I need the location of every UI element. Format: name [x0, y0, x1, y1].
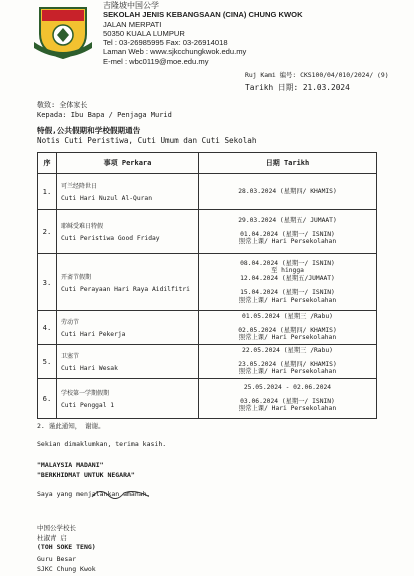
letter-date: Tarikh 日期: 21.03.2024	[245, 83, 350, 92]
table-row	[38, 254, 377, 311]
event-cn: 学校第一学期假期	[61, 390, 110, 397]
date-cell	[199, 379, 377, 419]
school-website[interactable]: Laman Web : www.sjkcchungkwok.edu.my	[103, 47, 247, 57]
column-header: 序	[38, 153, 57, 174]
row-number: 2.	[38, 210, 57, 254]
date-cell	[199, 254, 377, 311]
column-header: 事项 Perkara	[57, 153, 199, 174]
closing-note-cn: 2. 谨此通知， 谢谢。	[37, 422, 105, 430]
event-cn: 耶稣受难日特假	[61, 223, 104, 230]
event-ms: Cuti Hari Nuzul Al-Quran	[61, 195, 152, 202]
principal-name-cn: 杜淑青 启	[37, 534, 67, 542]
row-number: 4.	[38, 311, 57, 345]
table-row	[38, 174, 377, 210]
principal-name: (TOH SOKE TENG)	[37, 543, 96, 551]
date-line: 08.04.2024 (星期一/ ISNIN)	[240, 259, 335, 267]
school-name-cn: 吉隆坡中国公学	[103, 1, 159, 10]
school-street: JALAN MERPATI	[103, 19, 162, 29]
date-line: 照常上课/ Hari Persekolahan	[238, 296, 337, 304]
school-logo	[30, 4, 96, 60]
school-email[interactable]: E-mel : wbc0119@moe.edu.my	[103, 56, 209, 66]
table-row	[38, 379, 377, 419]
date-line: 照常上课/ Hari Persekolahan	[238, 405, 337, 413]
row-number: 3.	[38, 254, 57, 311]
event-ms: Cuti Hari Pekerja	[61, 331, 126, 338]
date-line: 01.05.2024 (星期三 /Rabu)	[242, 312, 333, 320]
event-cell	[57, 254, 199, 311]
event-ms: Cuti Peristiwa Good Friday	[61, 235, 160, 242]
column-header: 日期 Tarikh	[199, 153, 377, 174]
event-cell	[57, 210, 199, 254]
date-line: 23.05.2024 (星期四/ KHAMIS)	[238, 360, 337, 368]
event-ms: Cuti Penggal 1	[61, 402, 115, 409]
date-line: 01.04.2024 (星期一/ ISNIN)	[240, 230, 335, 238]
holiday-table	[37, 152, 377, 419]
table-row	[38, 210, 377, 254]
event-ms: Cuti Perayaan Hari Raya Aidilfitri	[61, 285, 190, 293]
event-cn: 卫塞节	[61, 353, 80, 360]
date-line: 29.03.2024 (星期五/ JUMAAT)	[238, 216, 337, 224]
date-line: 02.05.2024 (星期四/ KHAMIS)	[238, 326, 337, 334]
event-ms: Cuti Hari Wesak	[61, 365, 118, 372]
date-line: 照常上课/ Hari Persekolahan	[238, 334, 337, 342]
school-city: 50350 KUALA LUMPUR	[103, 28, 185, 38]
date-cell	[199, 311, 377, 345]
date-line: 12.04.2024 (星期五/JUMAAT)	[240, 275, 335, 283]
date-cell	[199, 345, 377, 379]
trust-line: Saya yang menjalankan amanah,	[37, 490, 151, 498]
date-line: 照常上课/ Hari Persekolahan	[238, 238, 337, 246]
row-number: 5.	[38, 345, 57, 379]
event-cell	[57, 345, 199, 379]
event-cell	[57, 174, 199, 210]
closing-thanks: Sekian dimaklumkan, terima kasih.	[37, 440, 167, 448]
date-cell	[199, 210, 377, 254]
table-row	[38, 345, 377, 379]
motto-negara: "BERKHIDMAT UNTUK NEGARA"	[37, 471, 135, 479]
principal-school: SJKC Chung Kwok	[37, 565, 96, 573]
table-header-row	[38, 153, 377, 174]
date-line: 28.03.2024 (星期四/ KHAMIS)	[238, 187, 337, 195]
table-row	[38, 311, 377, 345]
school-header	[103, 1, 303, 66]
date-line: 至 hingga	[271, 267, 304, 275]
date-line: 03.06.2024 (星期一/ ISNIN)	[240, 397, 335, 405]
date-line: 15.04.2024 (星期一/ ISNIN)	[240, 288, 335, 296]
date-line: 25.05.2024 - 02.06.2024	[243, 383, 332, 391]
reference-number: Ruj Kami 编号: CKS100/04/010/2024/ (9)	[245, 71, 389, 79]
row-number: 6.	[38, 379, 57, 419]
event-cell	[57, 311, 199, 345]
addressee-ms: Kepada: Ibu Bapa / Penjaga Murid	[37, 111, 172, 119]
event-cn: 开斋节假期	[61, 273, 92, 281]
addressee-cn: 敬致: 全体家长	[37, 101, 88, 109]
principal-position: Guru Besar	[37, 555, 77, 563]
school-name: SEKOLAH JENIS KEBANGSAAN (CINA) CHUNG KWOK	[103, 10, 303, 20]
date-line: 22.05.2024 (星期三 /Rabu)	[242, 346, 333, 354]
motto-madani: "MALAYSIA MADANI"	[37, 461, 104, 469]
principal-title-cn: 中国公学校长	[37, 524, 76, 532]
event-cell	[57, 379, 199, 419]
date-line: 照常上课/ Hari Persekolahan	[238, 368, 337, 376]
event-cn: 劳动节	[61, 319, 80, 326]
subject-ms: Notis Cuti Peristiwa, Cuti Umum dan Cuti Sekolah	[37, 136, 257, 145]
event-cn: 可兰经降世日	[61, 183, 98, 190]
subject-cn: 特假,公共假期和学校假期通告	[37, 126, 141, 135]
signature-mark	[90, 485, 150, 501]
date-cell	[199, 174, 377, 210]
school-phone: Tel : 03-26985995 Fax: 03-26914018	[103, 38, 228, 48]
row-number: 1.	[38, 174, 57, 210]
